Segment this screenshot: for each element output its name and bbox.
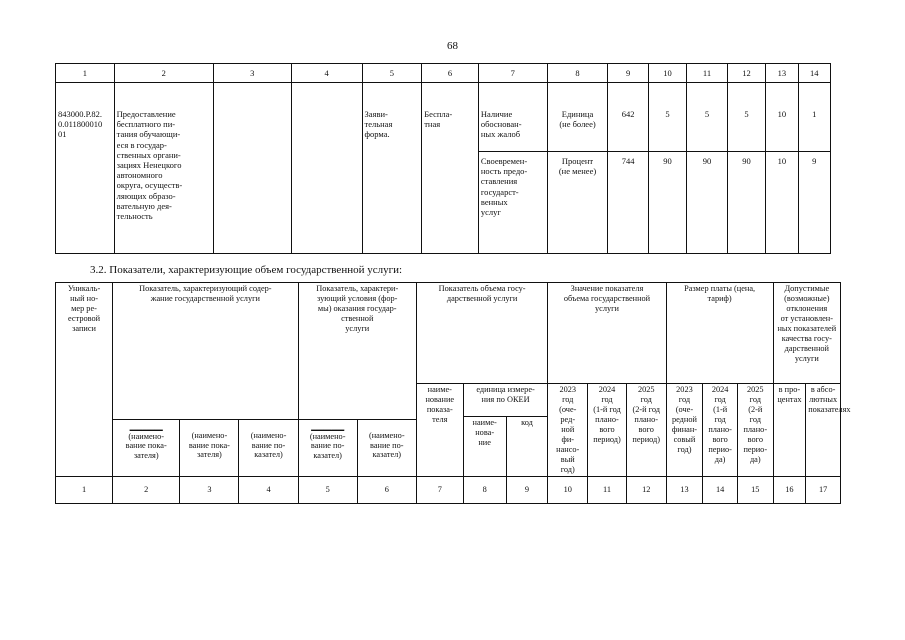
unit-name: Единица (не более) bbox=[547, 83, 608, 152]
unit-name: Процент (не менее) bbox=[547, 152, 608, 254]
header-okei-name: наиме- нова- ние bbox=[463, 417, 506, 477]
header-volume-value: Значение показателя объема государственной услуги bbox=[548, 283, 666, 384]
column-number: 15 bbox=[737, 476, 773, 503]
header-deviation-absolute: в абсо- лютных показателях bbox=[806, 384, 841, 477]
column-number: 6 bbox=[357, 476, 416, 503]
column-number: 9 bbox=[608, 64, 648, 83]
column-number: 8 bbox=[463, 476, 506, 503]
column-number-row bbox=[56, 64, 831, 83]
empty-cell bbox=[213, 83, 291, 254]
header-value-2023: 2023 год (оче- ред- ной фи- нансо- вый год) bbox=[548, 384, 588, 477]
service-content: Предоставление бесплатного пи- тания обучающи- еся в государ- ственных органи- зациях Ненецкого автономного округа, осуществ- ляющих образо- вательную дея- тельность bbox=[114, 83, 213, 254]
deviation-percent: 10 bbox=[766, 152, 798, 254]
section-heading: 3.2. Показатели, характеризующие объем государственной услуги: bbox=[90, 264, 403, 276]
okei-code: 642 bbox=[608, 83, 648, 152]
column-number: 10 bbox=[548, 476, 588, 503]
column-number: 8 bbox=[547, 64, 608, 83]
column-number: 13 bbox=[766, 64, 798, 83]
header-conditions-indicator: Показатель, характери- зующий условия (фор- мы) оказания государ- ственной услуги bbox=[298, 283, 416, 420]
header-volume-name: наиме- нование показа- теля bbox=[416, 384, 463, 477]
header-content-indicator: Показатель, характеризующий содер- жание государственной услуги bbox=[113, 283, 299, 420]
value-2025: 90 bbox=[727, 152, 765, 254]
header-okei-code: код bbox=[506, 417, 548, 477]
column-number: 5 bbox=[298, 476, 357, 503]
okei-code: 744 bbox=[608, 152, 648, 254]
indicator-name: Своевремен- ность предо- ставления государст- венных услуг bbox=[478, 152, 547, 254]
placeholder-text: (наимено- вание по- казател) bbox=[250, 430, 287, 460]
value-2023: 5 bbox=[648, 83, 686, 152]
deviation-absolute: 1 bbox=[798, 83, 830, 152]
volume-indicators-table bbox=[55, 282, 851, 504]
page-number: 68 bbox=[447, 40, 458, 52]
value-2024: 90 bbox=[687, 152, 727, 254]
deviation-absolute: 9 bbox=[798, 152, 830, 254]
header-value-2025: 2025 год (2-й год плано- вого период) bbox=[626, 384, 666, 477]
deviation-percent: 10 bbox=[766, 83, 798, 152]
column-number: 14 bbox=[798, 64, 830, 83]
quality-indicators-table bbox=[55, 63, 831, 254]
record-id: 843000.Р.82. 0.011800010 01 bbox=[56, 83, 115, 254]
header-fee-2023: 2023 год (оче- редной финан- совый год) bbox=[666, 384, 703, 477]
value-2024: 5 bbox=[687, 83, 727, 152]
column-number: 6 bbox=[422, 64, 479, 83]
indicator-name-placeholder bbox=[239, 419, 298, 476]
header-okei-unit: единица измере- ния по ОКЕИ bbox=[463, 384, 548, 417]
column-number: 13 bbox=[666, 476, 703, 503]
indicator-name: Наличие обоснован- ных жалоб bbox=[478, 83, 547, 152]
column-number: 12 bbox=[727, 64, 765, 83]
service-form: Заяви- тельная форма. bbox=[362, 83, 422, 254]
column-number: 1 bbox=[56, 64, 115, 83]
value-2025: 5 bbox=[727, 83, 765, 152]
placeholder-text: (наимено- вание по- казател) bbox=[309, 431, 346, 461]
column-number: 1 bbox=[56, 476, 113, 503]
header-fee-2024: 2024 год (1-й год плано- вого перио- да) bbox=[703, 384, 738, 477]
column-number: 11 bbox=[588, 476, 627, 503]
header-volume-indicator: Показатель объема госу- дарственной услуги bbox=[416, 283, 548, 384]
column-number: 17 bbox=[806, 476, 841, 503]
column-number: 2 bbox=[113, 476, 180, 503]
column-number: 10 bbox=[648, 64, 686, 83]
header-deviation: Допустимые (возможные) отклонения от установлен- ных показателей качества госу- дарственной услуги bbox=[773, 283, 840, 384]
indicator-name-placeholder bbox=[113, 419, 180, 476]
column-number: 12 bbox=[626, 476, 666, 503]
column-number: 5 bbox=[362, 64, 422, 83]
column-number: 14 bbox=[703, 476, 738, 503]
blank-line: ________ bbox=[311, 421, 345, 431]
placeholder-text: (наимено- вание пока- зателя) bbox=[188, 430, 230, 460]
column-number: 7 bbox=[478, 64, 547, 83]
table-row bbox=[56, 83, 831, 152]
blank-line: ________ bbox=[129, 421, 163, 431]
column-number: 9 bbox=[506, 476, 548, 503]
column-number: 3 bbox=[213, 64, 291, 83]
column-number-row bbox=[56, 476, 841, 503]
column-number: 11 bbox=[687, 64, 727, 83]
header-record-number: Уникаль- ный но- мер ре- естровой записи bbox=[56, 283, 113, 477]
header-value-2024: 2024 год (1-й год плано- вого период) bbox=[588, 384, 627, 477]
column-number: 4 bbox=[239, 476, 298, 503]
placeholder-text: (наимено- вание пока- зателя) bbox=[125, 431, 167, 461]
header-fee: Размер платы (цена, тариф) bbox=[666, 283, 773, 384]
placeholder-text: (наимено- вание по- казател) bbox=[368, 430, 405, 460]
column-number: 2 bbox=[114, 64, 213, 83]
payment-type: Беспла- тная bbox=[422, 83, 479, 254]
column-number: 7 bbox=[416, 476, 463, 503]
header-deviation-percent: в про- центах bbox=[773, 384, 806, 477]
value-2023: 90 bbox=[648, 152, 686, 254]
column-number: 4 bbox=[291, 64, 362, 83]
column-number: 16 bbox=[773, 476, 806, 503]
indicator-name-placeholder bbox=[357, 419, 416, 476]
indicator-name-placeholder bbox=[180, 419, 239, 476]
header-fee-2025: 2025 год (2-й год плано- вого перио- да) bbox=[737, 384, 773, 477]
indicator-name-placeholder bbox=[298, 419, 357, 476]
empty-cell bbox=[291, 83, 362, 254]
column-number: 3 bbox=[180, 476, 239, 503]
